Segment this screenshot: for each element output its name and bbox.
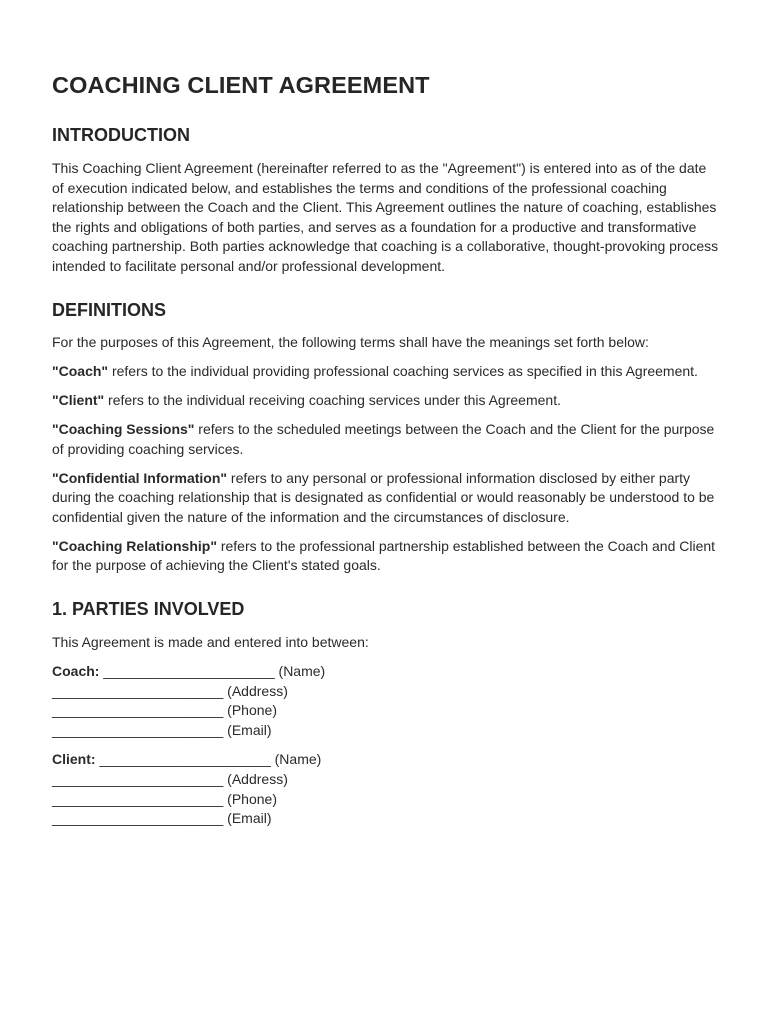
definition-term: "Client" <box>52 392 105 408</box>
parties-heading: 1. PARTIES INVOLVED <box>52 598 245 619</box>
definition-client <box>52 391 720 411</box>
client-label: Client: <box>52 751 96 768</box>
definition-coaching-relationship <box>52 537 720 576</box>
client-email-line: ______________________ (Email) <box>52 810 272 827</box>
client-name-blank: ______________________ (Name) <box>95 751 322 768</box>
document-title: COACHING CLIENT AGREEMENT <box>52 72 430 98</box>
coach-label: Coach: <box>52 663 100 679</box>
definition-text: refers to the individual receiving coaching services under this Agreement. <box>104 392 561 408</box>
definitions-intro-paragraph: For the purposes of this Agreement, the following terms shall have the meanings set forth below: <box>52 334 649 350</box>
definitions-heading: DEFINITIONS <box>52 300 167 320</box>
definition-term: "Coaching Sessions" <box>52 421 195 437</box>
definition-term: "Coach" <box>52 363 109 379</box>
coach-details <box>52 662 720 740</box>
definition-text: refers to the professional partnership established between the Coach and Client for the purpose of achieving the Client's stated goals. <box>52 537 716 573</box>
definition-coaching-sessions <box>52 420 720 459</box>
definition-term: "Coaching Relationship" <box>52 537 217 554</box>
definition-text: refers to the scheduled meetings between the Coach and the Client for the purpose of providing coaching services. <box>52 421 715 457</box>
coach-email-line: ______________________ (Email) <box>52 721 272 738</box>
definition-coach <box>52 362 720 382</box>
coach-name-blank: ______________________ (Name) <box>99 663 326 679</box>
definition-text: refers to the individual providing professional coaching services as specified in this Agreement. <box>108 363 698 379</box>
definition-confidential-information <box>52 469 720 528</box>
coach-phone-line: ______________________ (Phone) <box>52 702 277 719</box>
client-phone-line: ______________________ (Phone) <box>52 790 277 807</box>
client-details <box>52 750 720 828</box>
client-address-line: ______________________ (Address) <box>52 770 288 787</box>
introduction-heading: INTRODUCTION <box>52 125 190 145</box>
introduction-paragraph: This Coaching Client Agreement (hereinafter referred to as the "Agreement") is entered into as of the date of execution indicated below, and establishes the terms and conditions of the professional coaching relationship between the Coach and the Client. This Agreement outlines the nature of coaching, establishes the rights and obligations of both parties, and serves as a foundation for a productive and transformative coaching partnership. Both parties acknowledge that coaching is a collaborative, thought-provoking process intended to facilitate personal and/or professional development. <box>52 160 719 274</box>
coach-address-line: ______________________ (Address) <box>52 682 288 699</box>
definition-text: refers to any personal or professional information disclosed by either party during the coaching relationship that is designated as confidential or would reasonably be understood to be confidential given the nature of the information and the circumstances of disclosure. <box>52 469 715 525</box>
coach-name-line <box>52 662 720 682</box>
client-name-line <box>52 750 720 770</box>
parties-intro-paragraph: This Agreement is made and entered into between: <box>52 633 369 650</box>
definition-term: "Confidential Information" <box>52 469 228 486</box>
